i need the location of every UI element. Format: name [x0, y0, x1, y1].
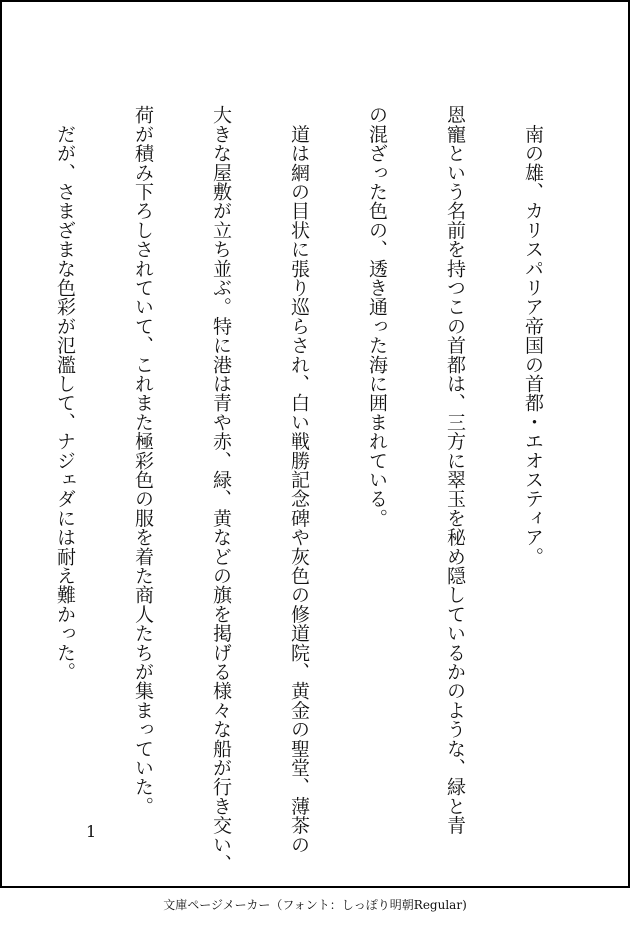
vertical-text-block — [0, 105, 598, 874]
text-line: 南の雄、カリスパリア帝国の首都・エオスティア。 — [522, 105, 544, 566]
text-line: 道は網の目状に張り巡らされ、白い戦勝記念碑や灰色の修道院、黄金の聖堂、薄茶の — [288, 105, 310, 854]
footer-caption: 文庫ページメーカー（フォント：しっぽり明朝Regular) — [163, 898, 467, 912]
text-line: 恩寵という名前を持つこの首都は、三方に翠玉を秘め隠しているかのような、緑と青 — [444, 105, 466, 835]
page-number: 1 — [86, 822, 97, 841]
text-line: の混ざった色の、透き通った海に囲まれている。 — [366, 105, 388, 528]
text-line: 荷が積み下ろしされていて、これまた極彩色の服を着た商人たちが集まっていた。 — [132, 105, 154, 816]
text-line: だが、さまざまな色彩が氾濫して、ナジェダには耐え難かった。 — [54, 105, 76, 681]
text-line: 大きな屋敷が立ち並ぶ。特に港は青や赤、緑、黄などの旗を掲げる様々な船が行き交い、 — [210, 105, 232, 874]
